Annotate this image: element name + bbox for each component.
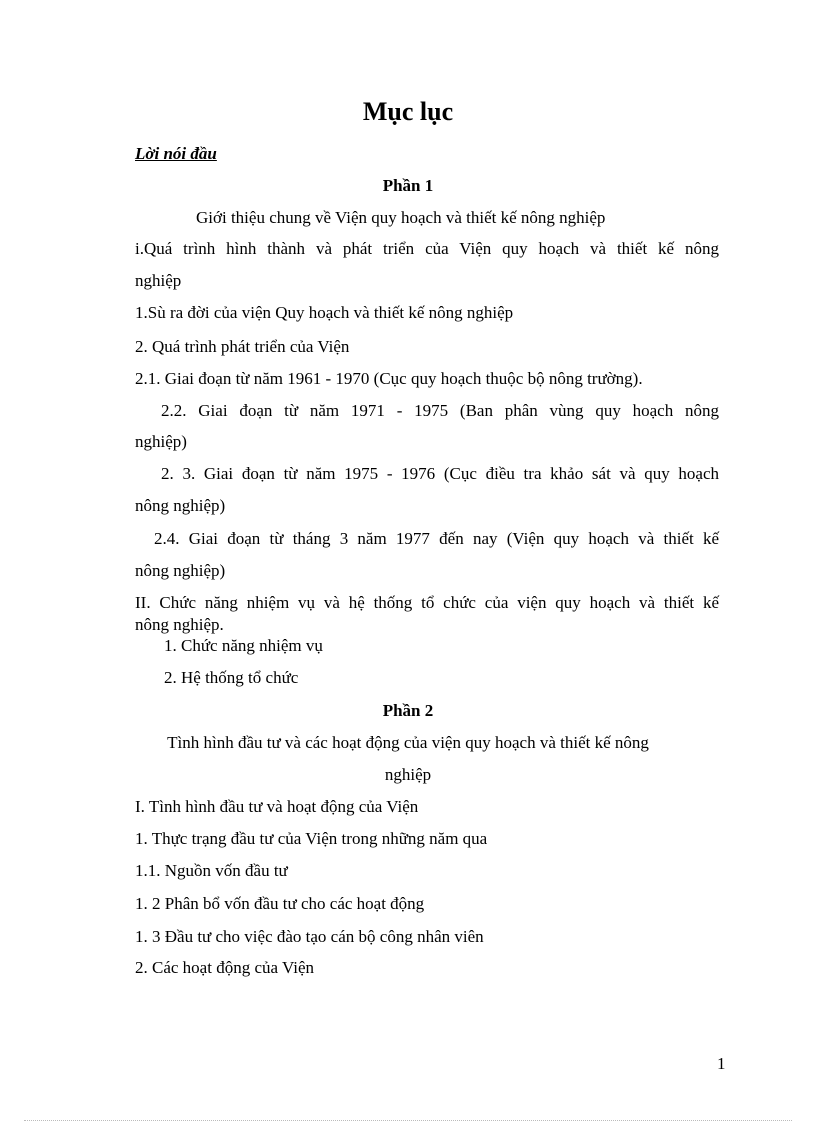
part2-subtitle-line2: nghiệp: [384, 765, 432, 784]
part1-heading: Phần 1: [382, 176, 434, 195]
page-bottom-divider: [24, 1120, 792, 1121]
toc-entry-p2-1-1: 1.1. Nguồn vốn đầu tư: [135, 861, 288, 880]
toc-entry-2-2-line1: 2.2. Giai đoạn từ năm 1971 - 1975 (Ban phân vùng quy hoạch nông: [161, 401, 719, 420]
toc-entry-ii-line1: II. Chức năng nhiệm vụ và hệ thống tổ chức của viện quy hoạch và thiết kế: [135, 593, 719, 612]
toc-entry-p2-1: 1. Thực trạng đầu tư của Viện trong những năm qua: [135, 829, 488, 848]
page-title: Mục lục: [362, 97, 454, 126]
toc-entry-2-1: 2.1. Giai đoạn từ năm 1961 - 1970 (Cục quy hoạch thuộc bộ nông trường).: [135, 369, 643, 388]
toc-entry-2-4-line1: 2.4. Giai đoạn từ tháng 3 năm 1977 đến nay (Viện quy hoạch và thiết kế: [154, 529, 719, 548]
toc-entry-p2-2: 2. Các hoạt động của Viện: [135, 958, 315, 977]
toc-entry-2-3-line2: nông nghiệp): [135, 496, 226, 515]
toc-entry-2-3-line1: 2. 3. Giai đoạn từ năm 1975 - 1976 (Cục điều tra khảo sát và quy hoạch: [161, 464, 719, 483]
toc-entry-2-2-line2: nghiệp): [135, 432, 187, 451]
toc-entry-1: 1.Sù ra đời của viện Quy hoạch và thiết kế nông nghiệp: [135, 303, 514, 322]
toc-entry-I: I. Tình hình đầu tư và hoạt động của Viện: [135, 797, 419, 816]
toc-entry-p2-1-2: 1. 2 Phân bổ vốn đầu tư cho các hoạt động: [135, 894, 425, 913]
preface-entry: [135, 143, 217, 165]
toc-entry-2: 2. Quá trình phát triển của Viện: [135, 337, 350, 356]
part1-subtitle: Giới thiệu chung về Viện quy hoạch và thiết kế nông nghiệp: [196, 208, 606, 227]
toc-entry-i-line1: i.Quá trình hình thành và phát triển của Viện quy hoạch và thiết kế nông: [135, 239, 719, 258]
page-number: 1: [717, 1054, 726, 1073]
toc-entry-2-4-line2: nông nghiệp): [135, 561, 226, 580]
toc-entry-ii-line2: nông nghiệp.: [135, 615, 224, 634]
part2-subtitle-line1: Tình hình đầu tư và các hoạt động của viện quy hoạch và thiết kế nông: [167, 733, 649, 752]
preface-label: Lời nói đầu: [135, 144, 217, 163]
toc-entry-p2-1-3: 1. 3 Đầu tư cho việc đào tạo cán bộ công nhân viên: [135, 927, 484, 946]
part2-heading: Phần 2: [382, 701, 434, 720]
toc-entry-i-line2: nghiệp: [135, 271, 182, 290]
toc-entry-ii-2: 2. Hệ thống tổ chức: [164, 668, 299, 687]
toc-entry-ii-1: 1. Chức năng nhiệm vụ: [164, 636, 323, 655]
